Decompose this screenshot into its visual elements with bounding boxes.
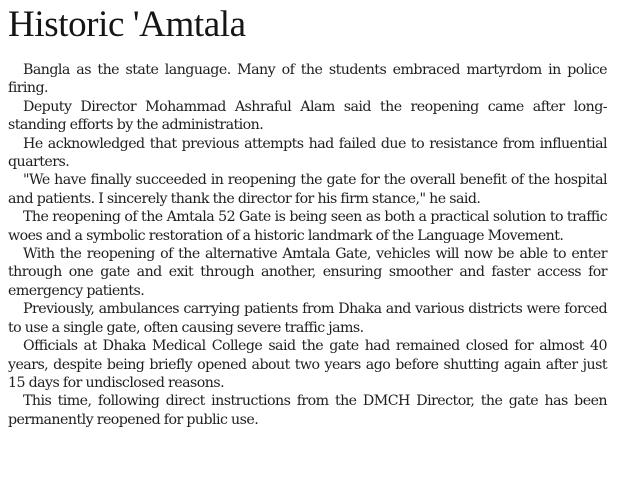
paragraph-ambulances: Previously, ambulances carrying patients from Dhaka and various districts were forced to use a single gate, often causing severe traffic jams. [8,301,607,336]
paragraph-state-language: Bangla as the state language. Many of the students embraced martyrdom in police firing. [8,62,607,97]
paragraph-officials: Officials at Dhaka Medical College said the gate had remained closed for almost 40 years, despite being briefly opened about two years ago before shutting again after just 15 days for undisclosed reasons. [8,338,607,391]
paragraph-symbolic-restoration: The reopening of the Amtala 52 Gate is being seen as both a practical solution to traffic woes and a symbolic restoration of a historic landmark of the Language Movement. [8,209,607,244]
article-body [8,61,607,429]
paragraph-previous-attempts: He acknowledged that previous attempts had failed due to resistance from influential quarters. [8,135,607,171]
paragraph-deputy-director: Deputy Director Mohammad Ashraful Alam said the reopening came after long-standing efforts by the administration. [8,98,607,134]
headline: Historic 'Amtala [8,4,246,45]
paragraph-permanent-reopening: This time, following direct instructions from the DMCH Director, the gate has been permanently reopened for public use. [8,393,607,428]
paragraph-quote: "We have finally succeeded in reopening the gate for the overall benefit of the hospital and patients. I sincerely thank the director for his firm stance," he said. [8,172,607,207]
paragraph-alternative-gate: With the reopening of the alternative Amtala Gate, vehicles will now be able to enter through one gate and exit through another, ensuring smoother and faster access for emergency patients. [8,246,607,299]
